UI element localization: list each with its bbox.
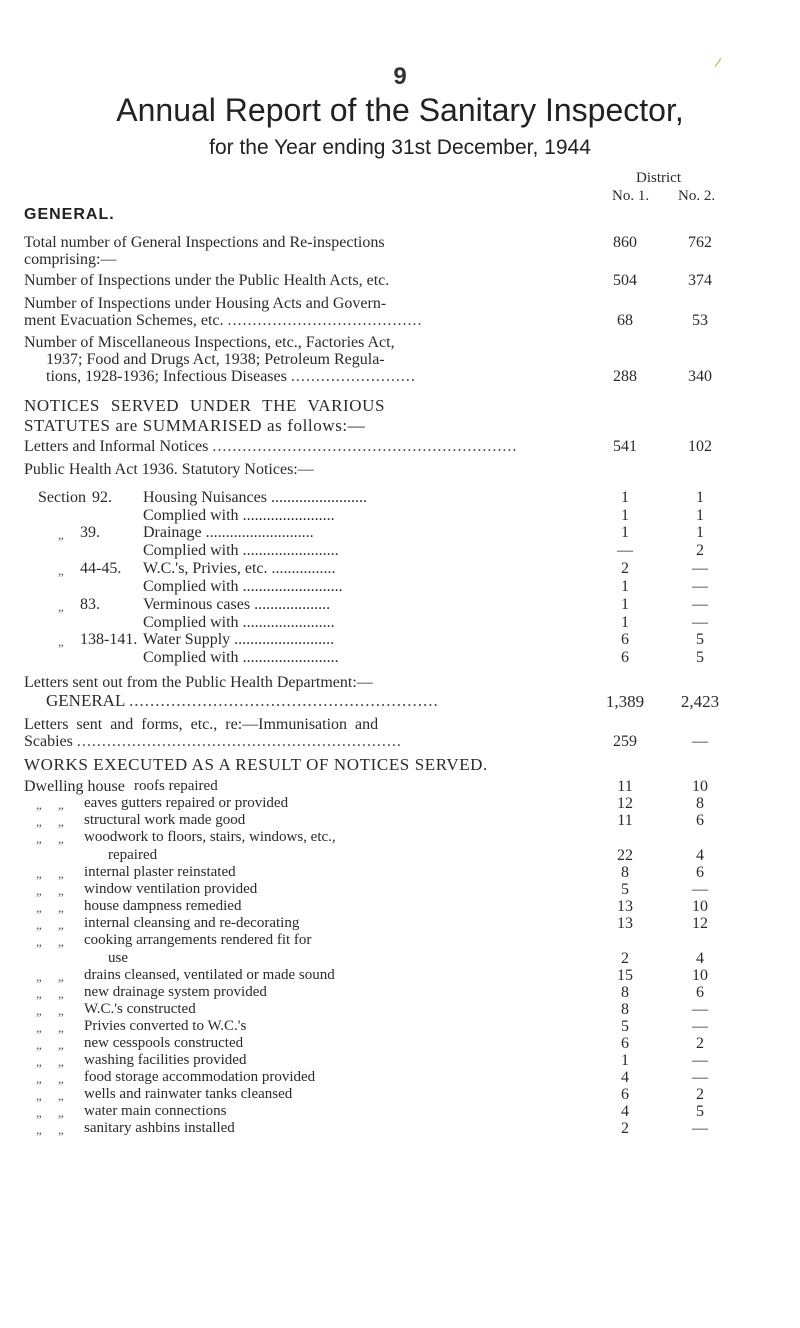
section-heading-general: GENERAL. [24, 206, 115, 223]
work-item-no1: 6 [621, 1086, 629, 1103]
ditto-mark: „ [58, 986, 64, 1001]
ditto-mark: „ [36, 1054, 42, 1069]
section-item-no1: 1 [621, 507, 629, 524]
section-item-label: Complied with ........................ [143, 649, 339, 666]
work-item-no1: 11 [617, 778, 633, 795]
work-item-label: water main connections [84, 1103, 227, 1119]
general-row-4-label: Number of Miscellaneous Inspections, etc., Factories Act, 1937; Food and Drugs Act, 1938; Petroleum Regula- tions, 1928-1936; Infectious Diseases ......................... [24, 334, 416, 385]
section-item-no2: — [692, 578, 708, 595]
work-item-no1: 11 [617, 812, 633, 829]
section-item-label: W.C.'s, Privies, etc. ................ [143, 560, 336, 577]
work-item-no1: 13 [617, 915, 633, 932]
work-item-label: Privies converted to W.C.'s [84, 1018, 247, 1034]
work-item-label: structural work made good [84, 812, 246, 828]
section-item-label: Complied with ....................... [143, 507, 335, 524]
letters-informal-no2: 102 [688, 438, 712, 455]
work-item-no2: 5 [696, 1103, 704, 1120]
work-item-no2: 10 [692, 898, 708, 915]
work-item-no2: — [692, 1052, 708, 1069]
general-letters-no1: 1,389 [605, 692, 645, 711]
ditto-mark: „ [36, 917, 42, 932]
ditto-mark: „ [58, 831, 64, 846]
work-item-label: new drainage system provided [84, 984, 267, 1000]
ditto-mark: „ [36, 1071, 42, 1086]
district-label: District [636, 170, 681, 186]
ditto-mark: „ [58, 900, 64, 915]
ditto-mark: „ [36, 1020, 42, 1035]
section-item-no1: 6 [621, 631, 629, 648]
ditto-mark: „ [58, 1003, 64, 1018]
ditto-mark: „ [58, 797, 64, 812]
work-item-no2: 12 [692, 915, 708, 932]
work-item-no1: 2 [621, 1120, 629, 1137]
work-item-no2: 4 [696, 847, 704, 864]
column-header-no2: No. 2. [678, 188, 716, 204]
general-row-2-no2: 374 [688, 272, 712, 289]
letters-informal-no1: 541 [613, 438, 637, 455]
work-item-label: window ventilation provided [84, 881, 258, 897]
section-word: Section [38, 489, 86, 506]
ditto-mark: „ [58, 1071, 64, 1086]
work-item-no2: — [692, 1018, 708, 1035]
works-heading: WORKS EXECUTED AS A RESULT OF NOTICES SERVED. [24, 755, 488, 774]
ditto-mark: „ [58, 1105, 64, 1120]
ditto-mark: „ [36, 831, 42, 846]
section-item-label: Complied with ........................ [143, 542, 339, 559]
section-item-label: Complied with ....................... [143, 614, 335, 631]
general-letters-no2: 2,423 [680, 692, 720, 711]
ditto-mark: „ [36, 883, 42, 898]
work-item-no2: — [692, 881, 708, 898]
section-item-label: Water Supply ......................... [143, 631, 335, 648]
ditto-mark: „ [58, 563, 64, 578]
page-number: 9 [393, 63, 407, 90]
ditto-mark: „ [58, 883, 64, 898]
work-item-label: internal plaster reinstated [84, 864, 236, 880]
section-number-83: 83. [80, 596, 100, 613]
section-item-no2: — [692, 596, 708, 613]
ditto-mark: „ [36, 866, 42, 881]
section-number-138-141: 138-141. [80, 631, 138, 648]
work-item-no2: 6 [696, 812, 704, 829]
dwelling-house-label: Dwelling house [24, 778, 125, 795]
work-item-no2: 6 [696, 984, 704, 1001]
work-item-no1: 5 [621, 1018, 629, 1035]
immunisation-label: Letters sent and forms, etc., re:—Immunisation and Scabies ................................................................. [24, 716, 402, 750]
ditto-mark: „ [36, 1003, 42, 1018]
section-item-no2: 2 [696, 542, 704, 559]
section-item-no2: 1 [696, 507, 704, 524]
ditto-mark: „ [36, 1037, 42, 1052]
work-item-no2: 6 [696, 864, 704, 881]
work-item-no1: 5 [621, 881, 629, 898]
work-item-no1: 6 [621, 1035, 629, 1052]
ditto-mark: „ [58, 1037, 64, 1052]
section-item-no1: 1 [621, 578, 629, 595]
work-item-label: eaves gutters repaired or provided [84, 795, 289, 811]
work-item-label: food storage accommodation provided [84, 1069, 316, 1085]
work-item-no1: 22 [617, 847, 633, 864]
general-row-4-no1: 288 [613, 368, 637, 385]
section-item-no1: 1 [621, 489, 629, 506]
section-item-no1: — [617, 542, 633, 559]
ditto-mark: „ [58, 814, 64, 829]
section-item-no2: 1 [696, 489, 704, 506]
work-item-label: drains cleansed, ventilated or made sound [84, 967, 335, 983]
immunisation-no1: 259 [613, 733, 637, 750]
ditto-mark: „ [58, 969, 64, 984]
section-item-label: Verminous cases ................... [143, 596, 331, 613]
ditto-mark: „ [58, 866, 64, 881]
notices-heading: NOTICES SERVED UNDER THE VARIOUS STATUTES are SUMMARISED as follows:— [24, 396, 386, 435]
section-item-no2: — [692, 560, 708, 577]
ditto-mark: „ [36, 814, 42, 829]
ditto-mark: „ [36, 900, 42, 915]
work-item-label: internal cleansing and re-decorating [84, 915, 300, 931]
work-item-no1: 4 [621, 1069, 629, 1086]
report-subtitle: for the Year ending 31st December, 1944 [209, 136, 591, 159]
general-row-3-no2: 53 [692, 312, 708, 329]
general-row-3-label: Number of Inspections under Housing Acts and Govern- ment Evacuation Schemes, etc. ....................................... [24, 295, 423, 329]
section-item-label: Housing Nuisances ........................ [143, 489, 367, 506]
work-item-no1: 8 [621, 984, 629, 1001]
section-number-92: 92. [92, 489, 112, 506]
work-item-label: cooking arrangements rendered fit for use [84, 932, 312, 966]
work-item-label: wells and rainwater tanks cleansed [84, 1086, 293, 1102]
work-item-no1: 1 [621, 1052, 629, 1069]
general-letters-label: GENERAL ........................................................... [46, 691, 439, 710]
section-item-label: Complied with ......................... [143, 578, 343, 595]
work-item-no2: 4 [696, 950, 704, 967]
ditto-mark: „ [36, 797, 42, 812]
general-row-2-label: Number of Inspections under the Public Health Acts, etc. [24, 272, 390, 289]
ditto-mark: „ [58, 599, 64, 614]
ditto-mark: „ [58, 1020, 64, 1035]
general-row-1-no2: 762 [688, 234, 712, 251]
ditto-mark: „ [36, 986, 42, 1001]
report-title: Annual Report of the Sanitary Inspector, [116, 92, 684, 128]
ditto-mark: „ [58, 917, 64, 932]
ditto-mark: „ [58, 934, 64, 949]
ditto-mark: „ [36, 1105, 42, 1120]
work-item-label: sanitary ashbins installed [84, 1120, 235, 1136]
section-item-label: Drainage ........................... [143, 524, 314, 541]
letters-sent-line: Letters sent out from the Public Health Department:— [24, 674, 373, 691]
work-item-label: washing facilities provided [84, 1052, 247, 1068]
letters-informal-label: Letters and Informal Notices ............................................................. [24, 438, 518, 455]
work-item-no2: — [692, 1120, 708, 1137]
ditto-mark: „ [36, 934, 42, 949]
work-item-no1: 8 [621, 1001, 629, 1018]
work-item-no1: 8 [621, 864, 629, 881]
work-item-no2: — [692, 1069, 708, 1086]
work-item-label: new cesspools constructed [84, 1035, 244, 1051]
general-row-1-label: Total number of General Inspections and Re-inspections comprising:— [24, 234, 385, 268]
section-number-44-45: 44-45. [80, 560, 122, 577]
work-item-label: W.C.'s constructed [84, 1001, 196, 1017]
immunisation-no2: — [692, 733, 708, 750]
section-item-no1: 1 [621, 614, 629, 631]
section-item-no1: 2 [621, 560, 629, 577]
work-item-no1: 15 [617, 967, 633, 984]
section-item-no1: 1 [621, 524, 629, 541]
work-item-no2: 2 [696, 1035, 704, 1052]
ditto-mark: „ [58, 527, 64, 542]
work-item-no2: 8 [696, 795, 704, 812]
work-item-no2: 2 [696, 1086, 704, 1103]
work-item-label: roofs repaired [134, 778, 218, 794]
section-item-no2: 1 [696, 524, 704, 541]
section-item-no1: 1 [621, 596, 629, 613]
ditto-mark: „ [58, 634, 64, 649]
section-item-no2: 5 [696, 631, 704, 648]
general-row-4-no2: 340 [688, 368, 712, 385]
ditto-mark: „ [36, 1122, 42, 1137]
column-header-no1: No. 1. [612, 188, 650, 204]
work-item-no1: 13 [617, 898, 633, 915]
work-item-no1: 2 [621, 950, 629, 967]
general-row-3-no1: 68 [617, 312, 633, 329]
ditto-mark: „ [58, 1088, 64, 1103]
ditto-mark: „ [58, 1122, 64, 1137]
work-item-label: woodwork to floors, stairs, windows, etc., repaired [84, 829, 336, 863]
section-item-no2: 5 [696, 649, 704, 666]
work-item-no2: 10 [692, 967, 708, 984]
section-item-no1: 6 [621, 649, 629, 666]
ditto-mark: „ [58, 1054, 64, 1069]
work-item-no2: 10 [692, 778, 708, 795]
work-item-no1: 4 [621, 1103, 629, 1120]
work-item-no2: — [692, 1001, 708, 1018]
section-item-no2: — [692, 614, 708, 631]
general-row-2-no1: 504 [613, 272, 637, 289]
work-item-label: house dampness remedied [84, 898, 242, 914]
ditto-mark: „ [36, 969, 42, 984]
work-item-no1: 12 [617, 795, 633, 812]
public-health-act-line: Public Health Act 1936. Statutory Notices:— [24, 461, 314, 478]
section-number-39: 39. [80, 524, 100, 541]
general-row-1-no1: 860 [613, 234, 637, 251]
ditto-mark: „ [36, 1088, 42, 1103]
